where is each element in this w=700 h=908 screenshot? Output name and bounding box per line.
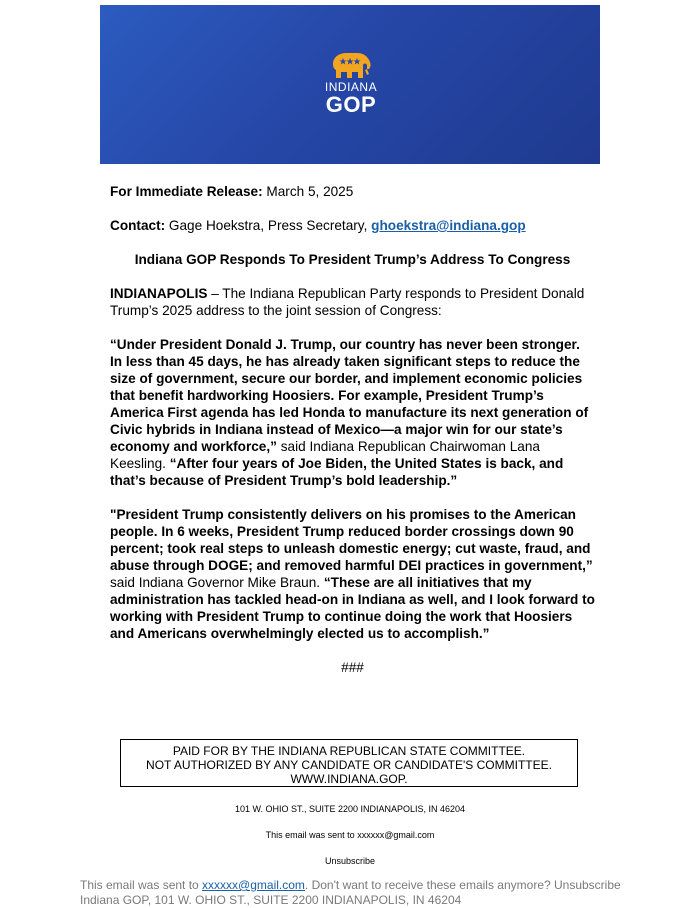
quote2-part1: "President Trump consistently delivers on his promises to the American people. In 6 weeks, President Trump reduced border crossings down 90 percent; took real steps to unleash domestic energy; cut waste, fraud, and abuse through DOGE; and removed harmful DEI practices in government,”	[110, 507, 593, 573]
disclaimer-line-1: PAID FOR BY THE INDIANA REPUBLICAN STATE COMMITTEE.	[172, 744, 526, 758]
quote2-part2: “These are all initiatives that my administration has tackled head-on in Indiana as well, and I look forward to working with President Trump to continue doing the work that Hoosiers and Americans overwhelmingly elected us to accomplish.”	[110, 575, 595, 641]
logo-gop-text: GOP	[325, 92, 377, 117]
disclaimer-line-3: WWW.INDIANA.GOP.	[290, 772, 408, 786]
intro-paragraph	[110, 285, 595, 319]
email-client-footer	[80, 878, 680, 908]
quote1-part1: “Under President Donald J. Trump, our country has never been stronger. In less than 45 days, he has already taken significant steps to reduce the size of government, secure our border, and implement economic policies that benefit hardworking Hoosiers. For example, President Trump’s America First agenda has led Honda to manufacture its next generation of Civic hybrids in Indiana instead of Mexico—a major win for our state’s economy and workforce,”	[110, 337, 589, 454]
outer-footer-suffix[interactable]: . Don't want to receive these emails anymore? Unsubscribe	[304, 878, 621, 892]
quote2-attribution: said Indiana Governor Mike Braun.	[110, 575, 324, 590]
logo-state-text: INDIANA	[324, 80, 378, 94]
footer-sent-to: This email was sent to xxxxxx@gmail.com	[265, 830, 435, 840]
footer-unsubscribe-link[interactable]: Unsubscribe	[324, 856, 376, 866]
recipient-email-link[interactable]: xxxxxx@gmail.com	[202, 878, 305, 892]
quote-paragraph-governor	[110, 506, 595, 642]
contact-name: Gage Hoekstra, Press Secretary,	[168, 218, 372, 233]
quote1-attribution: said Indiana Republican Chairwoman Lana Keesling.	[110, 439, 540, 471]
quote1-part2: “After four years of Joe Biden, the United States is back, and that’s because of President Trump’s bold leadership.”	[110, 456, 564, 488]
end-mark: ###	[341, 660, 364, 675]
outer-footer-line-2: Indiana GOP, 101 W. OHIO ST., SUITE 2200 INDIANAPOLIS, IN 46204	[80, 893, 462, 907]
headline: Indiana GOP Responds To President Trump’s Address To Congress	[134, 252, 571, 267]
release-date: March 5, 2025	[266, 184, 354, 199]
intro-text: – The Indiana Republican Party responds to President Donald Trump’s 2025 address to the joint session of Congress:	[110, 286, 585, 318]
release-line	[110, 183, 595, 200]
quote-paragraph-chairwoman	[110, 336, 595, 489]
contact-line	[110, 217, 595, 234]
outer-footer-line-1	[80, 878, 680, 893]
paid-for-disclaimer	[120, 739, 578, 787]
indiana-gop-logo	[318, 50, 384, 120]
contact-label: Contact:	[110, 218, 166, 233]
outer-footer-prefix: This email was sent to	[80, 878, 203, 892]
contact-email-link[interactable]: ghoekstra@indiana.gop	[371, 218, 526, 233]
release-label: For Immediate Release:	[110, 184, 263, 199]
dateline: INDIANAPOLIS	[110, 286, 208, 301]
footer-address: 101 W. OHIO ST., SUITE 2200 INDIANAPOLIS, IN 46204	[234, 804, 466, 814]
disclaimer-line-2: NOT AUTHORIZED BY ANY CANDIDATE OR CANDIDATE'S COMMITTEE.	[146, 758, 552, 772]
press-release-body	[110, 183, 595, 676]
elephant-icon	[329, 50, 373, 80]
